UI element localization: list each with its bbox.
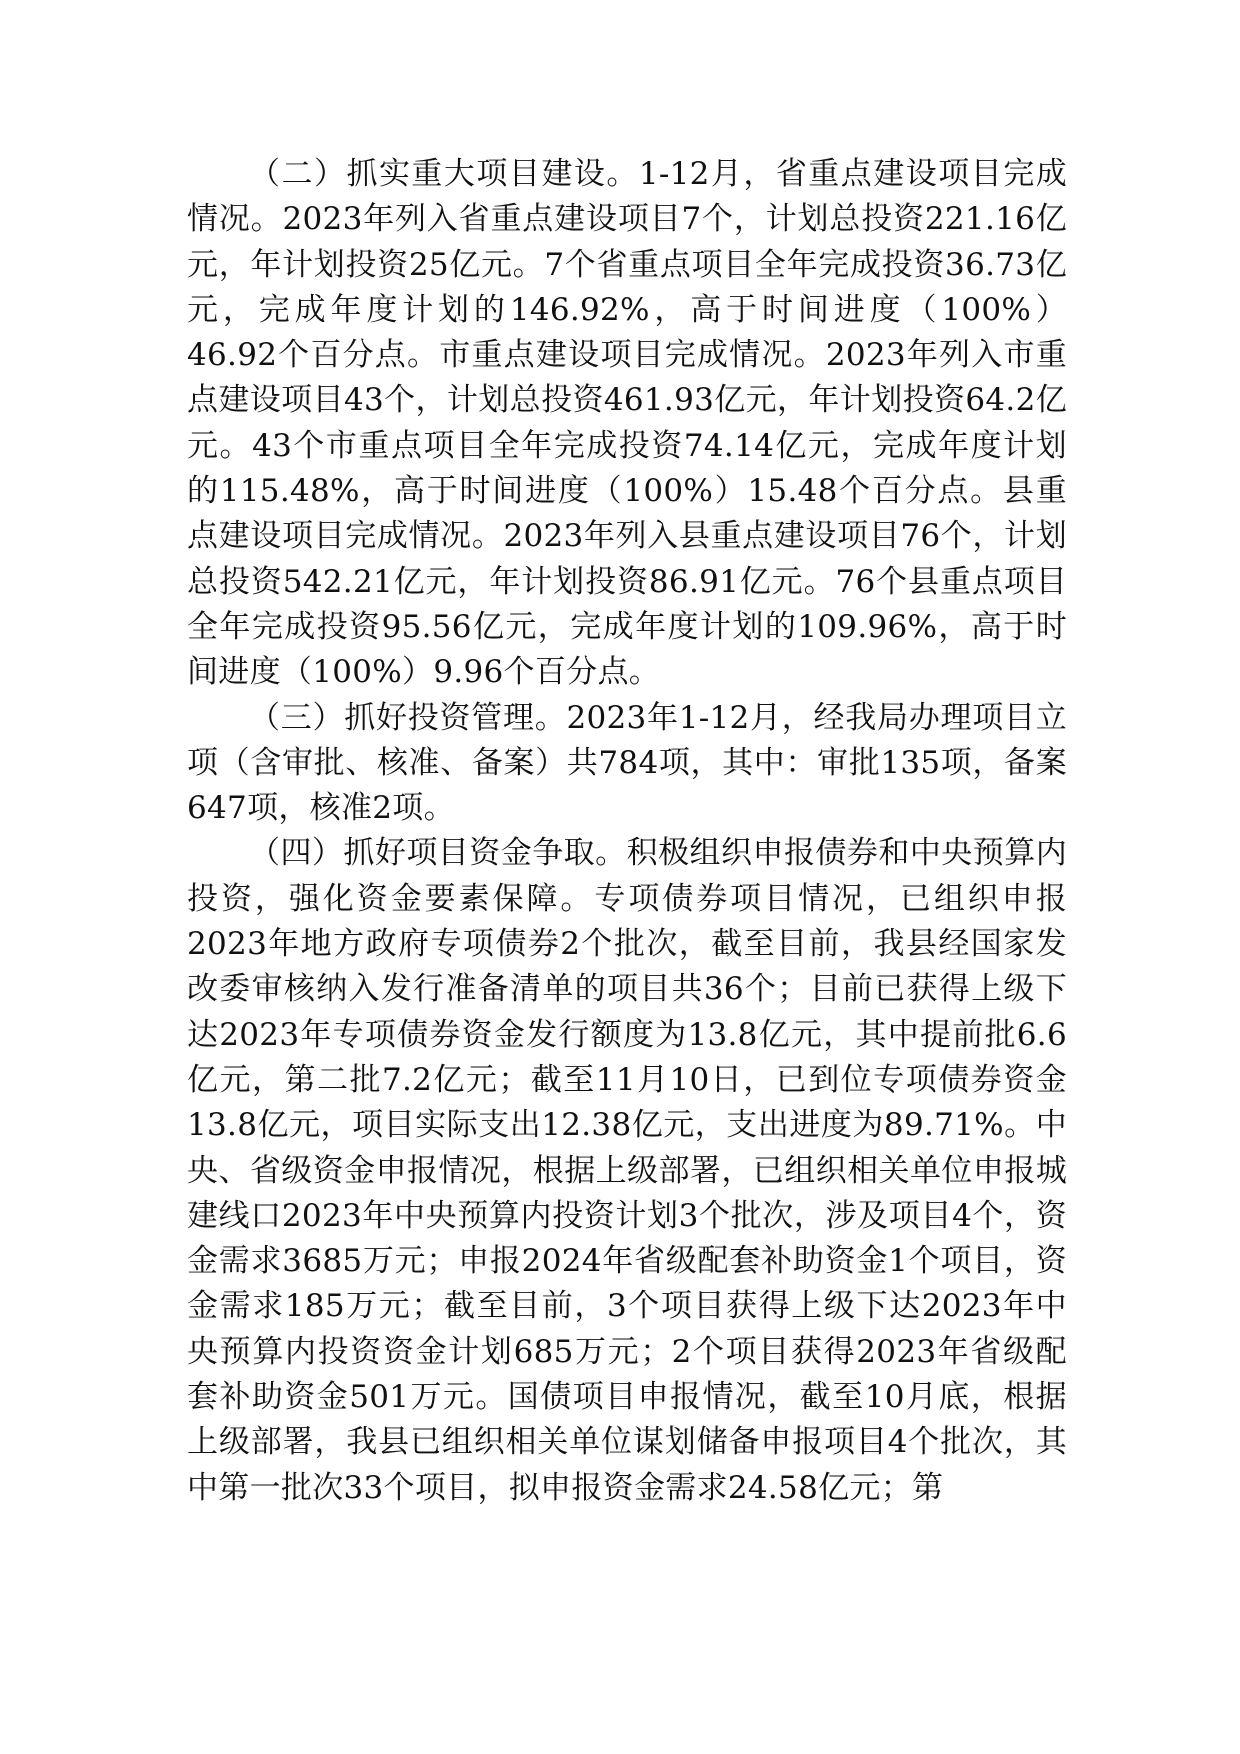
document-body bbox=[187, 152, 1067, 1511]
paragraph-major-projects: （二）抓实重大项目建设。1-12月，省重点建设项目完成情况。2023年列入省重点建设项目7个，计划总投资221.16亿元，年计划投资25亿元。7个省重点项目全年完成投资36.73亿元，完成年度计划的146.92%，高于时间进度（100%）46.92个百分点。市重点建设项目完成情况。2023年列入市重点建设项目43个，计划总投资461.93亿元，年计划投资64.2亿元。43个市重点项目全年完成投资74.14亿元，完成年度计划的115.48%，高于时间进度（100%）15.48个百分点。县重点建设项目完成情况。2023年列入县重点建设项目76个，计划总投资542.21亿元，年计划投资86.91亿元。76个县重点项目全年完成投资95.56亿元，完成年度计划的109.96%，高于时间进度（100%）9.96个百分点。 bbox=[187, 156, 1067, 691]
paragraph-investment-management: （三）抓好投资管理。2023年1-12月，经我局办理项目立项（含审批、核准、备案）共784项，其中：审批135项，备案647项，核准2项。 bbox=[187, 699, 1067, 827]
paragraph-project-funding: （四）抓好项目资金争取。积极组织申报债券和中央预算内投资，强化资金要素保障。专项债券项目情况，已组织申报2023年地方政府专项债券2个批次，截至目前，我县经国家发改委审核纳入发行准备清单的项目共36个；目前已获得上级下达2023年专项债券资金发行额度为13.8亿元，其中提前批6.6亿元，第二批7.2亿元；截至11月10日，已到位专项债券资金13.8亿元，项目实际支出12.38亿元，支出进度为89.71%。中央、省级资金申报情况，根据上级部署，已组织相关单位申报城建线口2023年中央预算内投资计划3个批次，涉及项目4个，资金需求3685万元；申报2024年省级配套补助资金1个项目，资金需求185万元；截至目前，3个项目获得上级下达2023年中央预算内投资资金计划685万元；2个项目获得2023年省级配套补助资金501万元。国债项目申报情况，截至10月底，根据上级部署，我县已组织相关单位谋划储备申报项目4个批次，其中第一批次33个项目，拟申报资金需求24.58亿元；第 bbox=[187, 835, 1067, 1506]
